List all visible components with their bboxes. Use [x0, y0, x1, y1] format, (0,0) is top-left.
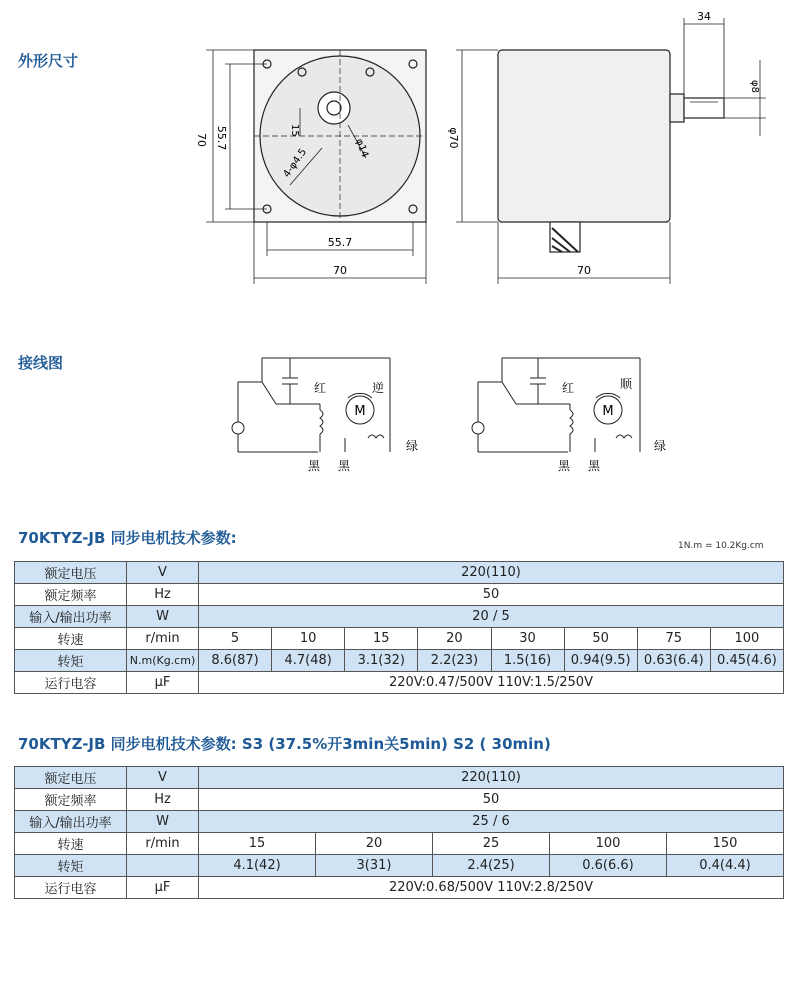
t2-row-frequency	[15, 789, 784, 811]
t1-speed-cell: 100	[710, 628, 783, 650]
t2-speed-cell: 150	[667, 833, 784, 855]
t1-row-power	[15, 606, 784, 628]
t1-speed-cell: 5	[199, 628, 272, 650]
dim-shaft: φ14	[353, 137, 371, 160]
t1-power-label: 输入/输出功率	[15, 606, 127, 628]
t1-power-unit: W	[127, 606, 199, 628]
t2-row-speed	[15, 833, 784, 855]
wiring-right-black2: 黑	[588, 459, 601, 473]
t1-speed-cell: 30	[491, 628, 564, 650]
t2-torque-cell: 3(31)	[316, 855, 433, 877]
wiring-left-green: 绿	[406, 439, 419, 453]
t2-voltage-label: 额定电压	[15, 767, 127, 789]
t1-torque-cell: 8.6(87)	[199, 650, 272, 672]
wiring-left-black1: 黑	[308, 459, 321, 473]
t1-speed-cell: 15	[345, 628, 418, 650]
wiring-left-motor: M	[354, 404, 366, 419]
t1-torque-cell: 3.1(32)	[345, 650, 418, 672]
dim-pcd: 4-φ4.5	[281, 146, 310, 180]
wiring-right	[472, 358, 640, 452]
t1-torque-cell: 0.63(6.4)	[637, 650, 710, 672]
wiring-right-green: 绿	[654, 439, 667, 453]
t2-torque-cell: 4.1(42)	[199, 855, 316, 877]
table1-title: 70KTYZ-JB 同步电机技术参数:	[18, 529, 237, 547]
dim-shaft-len: 34	[697, 10, 711, 23]
wiring-right-dir: 顺	[620, 377, 633, 391]
t1-torque-cell: 0.94(9.5)	[564, 650, 637, 672]
dim-side-len: 70	[577, 264, 591, 277]
t1-cap-unit: μF	[127, 672, 199, 694]
t1-row-frequency	[15, 584, 784, 606]
wiring-left-red: 红	[314, 381, 327, 395]
dim-shaft-dia: φ8	[749, 80, 760, 93]
t1-torque-cell: 2.2(23)	[418, 650, 491, 672]
t1-torque-cell: 0.45(4.6)	[710, 650, 783, 672]
t1-frequency-unit: Hz	[127, 584, 199, 606]
t1-torque-cell: 1.5(16)	[491, 650, 564, 672]
t2-speed-cell: 100	[550, 833, 667, 855]
dimensions-title: 外形尺寸	[18, 52, 79, 70]
dim-top-hole: 15	[289, 124, 300, 137]
t1-frequency-label: 额定频率	[15, 584, 127, 606]
t1-torque-cell: 4.7(48)	[272, 650, 345, 672]
t2-row-capacitor	[15, 877, 784, 899]
t2-frequency-value: 50	[199, 789, 784, 811]
wiring-right-black1: 黑	[558, 459, 571, 473]
t2-speed-cell: 15	[199, 833, 316, 855]
side-view	[498, 50, 724, 252]
t2-frequency-unit: Hz	[127, 789, 199, 811]
t2-speed-label: 转速	[15, 833, 127, 855]
t1-voltage-value: 220(110)	[199, 562, 784, 584]
t1-frequency-value: 50	[199, 584, 784, 606]
t2-frequency-label: 额定频率	[15, 789, 127, 811]
t1-torque-unit: N.m(Kg.cm)	[127, 650, 199, 672]
t1-cap-label: 运行电容	[15, 672, 127, 694]
t1-speed-cell: 10	[272, 628, 345, 650]
dim-h557: 55.7	[215, 125, 228, 151]
t2-row-voltage	[15, 767, 784, 789]
t2-speed-cell: 20	[316, 833, 433, 855]
t2-torque-unit	[127, 855, 199, 877]
wiring-left	[232, 358, 390, 452]
t1-cap-value: 220V:0.47/500V 110V:1.5/250V	[199, 672, 784, 694]
dim-h70: 70	[195, 133, 208, 147]
t2-power-value: 25 / 6	[199, 811, 784, 833]
table2-title: 70KTYZ-JB 同步电机技术参数: S3 (37.5%开3min关5min) S2 ( 30min)	[18, 735, 551, 753]
dim-w70: 70	[333, 264, 347, 277]
t1-speed-label: 转速	[15, 628, 127, 650]
t2-power-label: 输入/输出功率	[15, 811, 127, 833]
t1-row-torque	[15, 650, 784, 672]
t2-row-torque	[15, 855, 784, 877]
t2-torque-cell: 0.6(6.6)	[550, 855, 667, 877]
dim-side-dia: φ70	[447, 127, 460, 149]
front-view	[254, 50, 426, 222]
unit-note: 1N.m = 10.2Kg.cm	[678, 541, 764, 551]
t2-cap-label: 运行电容	[15, 877, 127, 899]
t1-power-value: 20 / 5	[199, 606, 784, 628]
spec-table-1	[14, 561, 784, 694]
t1-row-capacitor	[15, 672, 784, 694]
wiring-right-red: 红	[562, 381, 575, 395]
t1-speed-unit: r/min	[127, 628, 199, 650]
t2-voltage-value: 220(110)	[199, 767, 784, 789]
wiring-right-motor: M	[602, 404, 614, 419]
t2-row-power	[15, 811, 784, 833]
t1-speed-cell: 75	[637, 628, 710, 650]
t1-speed-cell: 20	[418, 628, 491, 650]
t2-speed-cell: 25	[433, 833, 550, 855]
t2-torque-cell: 2.4(25)	[433, 855, 550, 877]
spec-table-2	[14, 766, 784, 899]
t1-torque-label: 转矩	[15, 650, 127, 672]
t2-cap-value: 220V:0.68/500V 110V:2.8/250V	[199, 877, 784, 899]
t1-voltage-label: 额定电压	[15, 562, 127, 584]
t2-speed-unit: r/min	[127, 833, 199, 855]
t2-power-unit: W	[127, 811, 199, 833]
t1-voltage-unit: V	[127, 562, 199, 584]
t1-speed-cell: 50	[564, 628, 637, 650]
t2-voltage-unit: V	[127, 767, 199, 789]
t1-row-speed	[15, 628, 784, 650]
dim-w557: 55.7	[327, 236, 353, 249]
t2-torque-label: 转矩	[15, 855, 127, 877]
t2-torque-cell: 0.4(4.4)	[667, 855, 784, 877]
wiring-left-black2: 黑	[338, 459, 351, 473]
wiring-left-dir: 逆	[372, 381, 385, 395]
wiring-title: 接线图	[18, 354, 64, 372]
t2-cap-unit: μF	[127, 877, 199, 899]
t1-row-voltage	[15, 562, 784, 584]
